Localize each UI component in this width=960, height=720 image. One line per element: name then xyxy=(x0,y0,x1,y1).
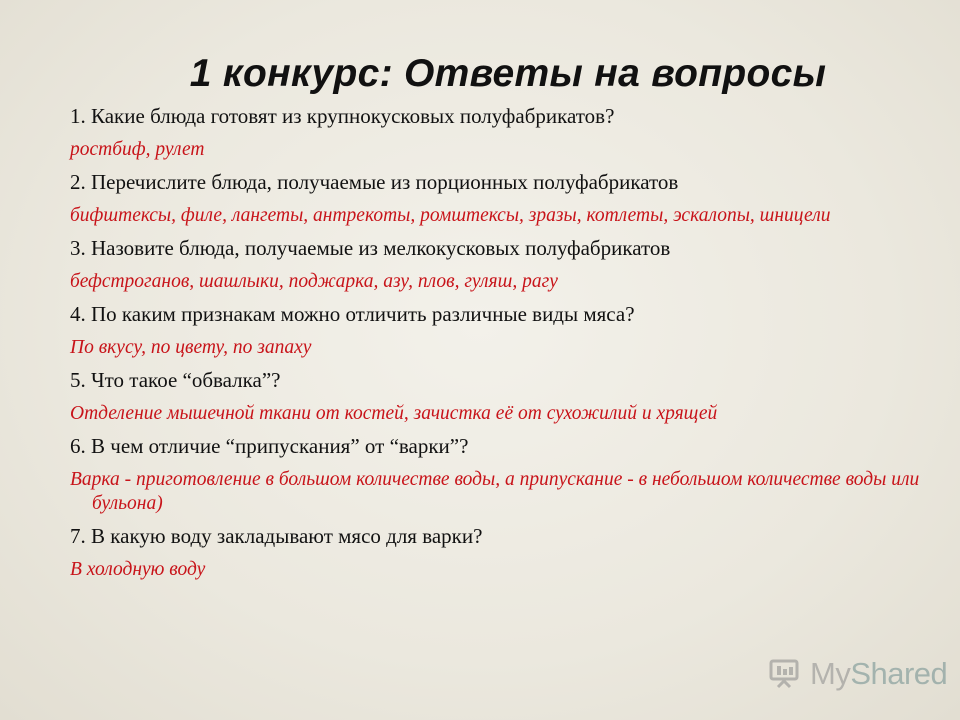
answer-1: ростбиф, рулет xyxy=(70,139,205,160)
answer-5: Отделение мышечной ткани от костей, зачистка её от сухожилий и хрящей xyxy=(70,403,718,424)
question-5: 5. Что такое “обвалка”? xyxy=(70,368,281,392)
answer-6: Варка - приготовление в большом количестве воды, а припускание - в небольшом количестве воды или бульона) xyxy=(70,469,920,514)
myshared-logo-text xyxy=(810,656,947,692)
slide-title: 1 конкурс: Ответы на вопросы xyxy=(189,52,827,95)
question-1: 1. Какие блюда готовят из крупнокусковых полуфабрикатов? xyxy=(70,104,615,128)
question-4: 4. По каким признакам можно отличить различные виды мяса? xyxy=(70,302,635,326)
logo-my: My xyxy=(810,656,851,691)
answer-2: бифштексы, филе, лангеты, антрекоты, ромштексы, зразы, котлеты, эскалопы, шницели xyxy=(70,205,831,226)
myshared-logo-icon xyxy=(768,657,802,691)
question-2: 2. Перечислите блюда, получаемые из порционных полуфабрикатов xyxy=(70,170,679,194)
myshared-watermark xyxy=(768,656,947,692)
answer-3: бефстроганов, шашлыки, поджарка, азу, плов, гуляш, рагу xyxy=(70,271,558,292)
question-7: 7. В какую воду закладывают мясо для варки? xyxy=(70,524,483,548)
answer-7: В холодную воду xyxy=(70,559,206,580)
qa-list xyxy=(70,104,960,582)
logo-shared: Shared xyxy=(850,656,948,691)
question-6: 6. В чем отличие “припускания” от “варки”? xyxy=(70,434,469,458)
question-3: 3. Назовите блюда, получаемые из мелкокусковых полуфабрикатов xyxy=(70,236,671,260)
answer-4: По вкусу, по цвету, по запаху xyxy=(70,337,312,358)
